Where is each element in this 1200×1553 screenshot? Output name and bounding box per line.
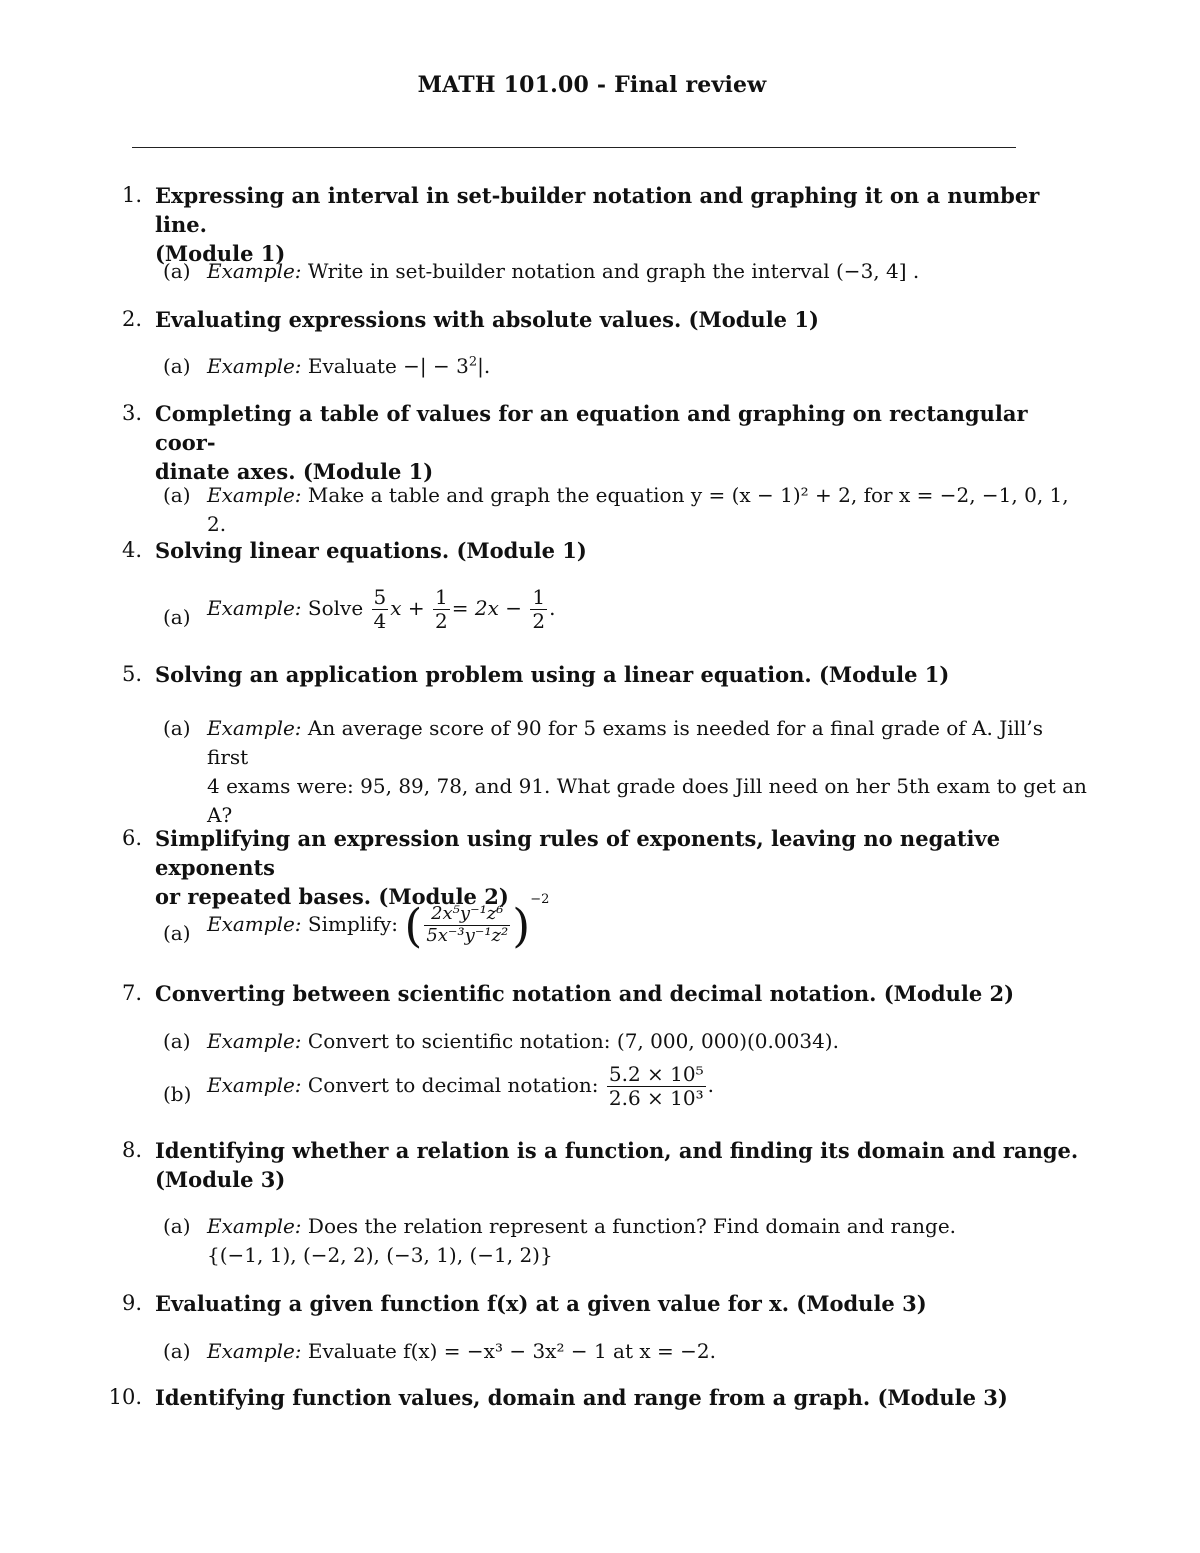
item-heading [155,1136,1090,1194]
item-number: 3. [121,401,142,425]
example-label: Example: [207,1339,302,1363]
fraction [530,586,547,633]
subitem-label: (a) [163,354,191,378]
exponent: 2 [468,354,478,370]
subitem-line [207,1212,1087,1241]
subitem-body: An average score of 90 for 5 exams is needed for a final grade of A. Jill’s first [207,716,1044,769]
subitem-text [207,481,1087,539]
item-heading [155,824,1090,911]
subitem-body-end: |. [477,354,491,378]
item-number: 10. [108,1385,142,1409]
item-number: 4. [121,538,142,562]
item-heading [155,181,1090,268]
denominator: 2.6 × 10³ [608,1086,704,1110]
subitem-label: (a) [163,1339,191,1363]
subitem-line [207,714,1087,772]
subitem-label: (a) [163,921,191,945]
item-heading-line: or repeated bases. (Module 2) [155,884,509,909]
item-heading: Solving linear equations. (Module 1) [155,538,587,563]
right-paren: ) [512,898,531,953]
equation-part: = 2x − [451,596,523,620]
subitem-text [207,586,1087,633]
simplify-label: Simplify: [307,912,399,936]
subitem-label: (a) [163,1029,191,1053]
item-heading-line: Identifying whether a relation is a function, and finding its domain and range. [155,1138,1079,1163]
subitem-body: Make a table and graph the equation y = (x − 1)² + 2, for x = −2, −1, 0, 1, 2. [207,483,1069,536]
numerator: 2x⁵y⁻¹z⁶ [431,903,504,925]
item-heading: Evaluating expressions with absolute values. (Module 1) [155,307,819,332]
item-number: 9. [121,1291,142,1315]
subitem-text [207,352,1087,381]
subitem-text [207,1337,1087,1366]
equation-part: x + [390,596,425,620]
denominator: 4 [373,609,387,633]
subitem-label: (a) [163,716,191,740]
subitem-line: A? [207,803,233,827]
item-heading-line: dinate axes. (Module 1) [155,459,434,484]
fraction [607,1063,706,1110]
subitem-text [207,1027,1087,1056]
item-heading-line: Completing a table of values for an equation and graphing on rectangular coor- [155,401,1028,455]
item-number: 6. [121,826,142,850]
fraction [424,904,510,946]
subitem-text [207,257,1087,286]
example-label: Example: [207,483,302,507]
example-label: Example: [207,716,302,740]
item-heading [155,399,1090,486]
subitem-body: Evaluate −| − 3 [307,354,469,378]
subitem-line: {(−1, 1), (−2, 2), (−3, 1), (−1, 2)} [207,1243,553,1267]
document-title: MATH 101.00 - Final review [417,72,767,98]
subitem-text [207,1063,1087,1110]
title-divider [132,147,1016,148]
item-heading-line: (Module 1) [155,241,286,266]
equation-end: . [549,596,556,620]
numerator: 1 [532,585,546,609]
subitem-text [207,714,1087,830]
subitem-body: Convert to scientific notation: (7, 000, 000)(0.0034). [307,1029,839,1053]
subitem-label: (a) [163,483,191,507]
item-heading: Converting between scientific notation and decimal notation. (Module 2) [155,981,1015,1006]
item-number: 1. [121,183,142,207]
subitem-text [207,1212,1087,1270]
numerator: 5 [373,585,387,609]
item-number: 7. [121,981,142,1005]
item-heading: Identifying function values, domain and range from a graph. (Module 3) [155,1385,1008,1410]
outer-exponent: −2 [530,892,550,907]
example-label: Example: [207,1029,302,1053]
item-heading-line: Simplifying an expression using rules of exponents, leaving no negative exponents [155,826,1001,880]
item-number: 8. [121,1138,142,1162]
subitem-body: Evaluate f(x) = −x³ − 3x² − 1 at x = −2. [307,1339,716,1363]
item-heading: Evaluating a given function f(x) at a given value for x. (Module 3) [155,1291,927,1316]
denominator: 5x⁻³y⁻¹z² [426,925,509,946]
denominator: 2 [532,609,546,633]
solve-label: Solve [307,596,364,620]
fraction [433,586,450,633]
left-paren: ( [404,898,423,953]
subitem-body: Does the relation represent a function? Find domain and range. [307,1214,957,1238]
example-label: Example: [207,1214,302,1238]
subitem-body-end: . [707,1073,714,1097]
fraction [372,586,389,633]
subitem-label: (a) [163,1214,191,1238]
item-heading-line: (Module 3) [155,1167,286,1192]
numerator: 1 [435,585,448,609]
item-heading: Solving an application problem using a linear equation. (Module 1) [155,662,950,687]
subitem-body: Convert to decimal notation: [307,1073,599,1097]
example-label: Example: [207,1073,302,1097]
item-heading-line: Expressing an interval in set-builder notation and graphing it on a number line. [155,183,1040,237]
item-number: 2. [121,307,142,331]
example-label: Example: [207,354,302,378]
subitem-label: (a) [163,259,191,283]
subitem-body: Write in set-builder notation and graph the interval (−3, 4] . [307,259,920,283]
subitem-label: (a) [163,605,191,629]
example-label: Example: [207,912,302,936]
example-label: Example: [207,259,302,283]
item-number: 5. [121,662,142,686]
denominator: 2 [435,609,448,633]
numerator: 5.2 × 10⁵ [608,1062,704,1086]
example-label: Example: [207,596,302,620]
subitem-line: 4 exams were: 95, 89, 78, and 91. What grade does Jill need on her 5th exam to get an [207,774,1087,798]
subitem-label: (b) [163,1082,192,1106]
